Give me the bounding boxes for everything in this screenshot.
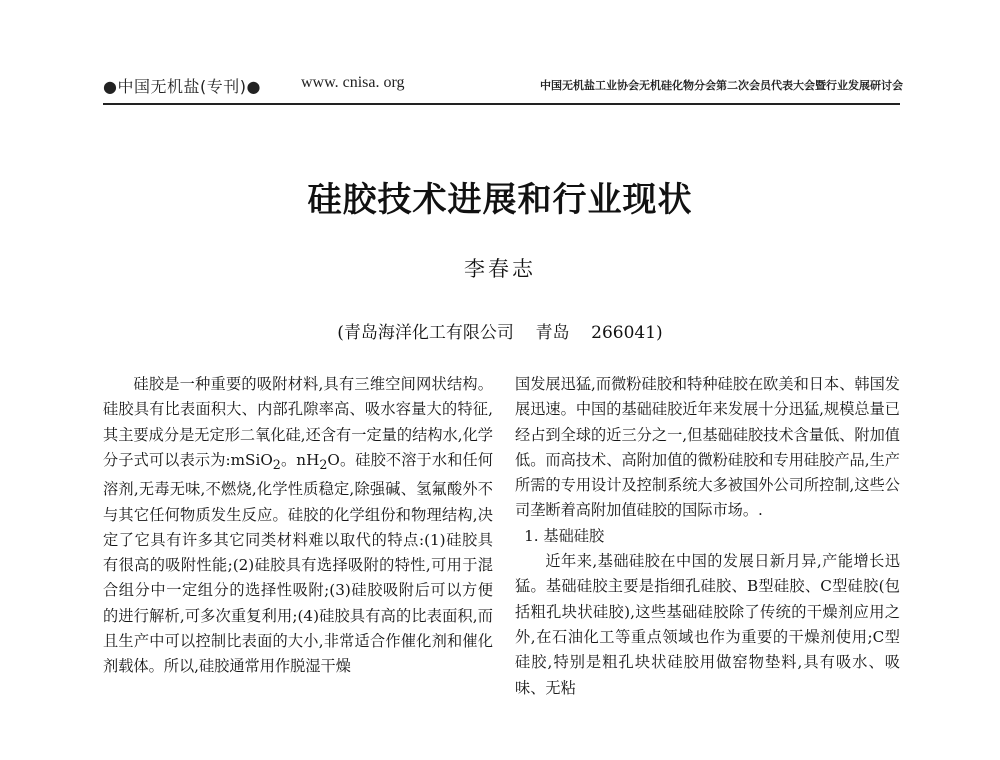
journal-name: ●中国无机盐(专刊)● bbox=[103, 77, 261, 96]
intro-text-2: 。nH bbox=[280, 450, 320, 469]
author-affiliation: (青岛海洋化工有限公司 青岛 266041) bbox=[337, 323, 663, 343]
intro-paragraph bbox=[103, 372, 493, 680]
formula-subscript-1: 2 bbox=[272, 456, 281, 472]
formula-subscript-2: 2 bbox=[319, 456, 328, 472]
article-title: 硅胶技术进展和行业现状 bbox=[307, 180, 693, 220]
section-heading: 1. 基础硅胶 bbox=[524, 526, 605, 545]
intro-text-3: O。硅胶不溶于水和任何溶剂,无毒无味,不燃烧,化学性质稳定,除强碱、氢氟酸外不与其它任何物质发生反应。硅胶的化学组份和物理结构,决定了它具有许多其它同类材料难以取代的特点:(1)硅胶具有很高的吸附性能;(2)硅胶具有选择吸附的特性,可用于混合组分中一定组分的选择性吸附;(3)硅胶吸附后可以方便的进行解析,可多次重复利用;(4)硅胶具有高的比表面积,而且生产中可以控制比表面的大小,非常适合作催化剂和催化剂载体。所以,硅胶通常用作脱湿干燥 bbox=[103, 450, 494, 676]
continued-paragraph: 国发展迅猛,而微粉硅胶和特种硅胶在欧美和日本、韩国发展迅速。中国的基础硅胶近年来发展十分迅猛,规模总量已经占到全球的近三分之一,但基础硅胶技术含量低、附加值低。而高技术、高附加值的微粉硅胶和专用硅胶产品,生产所需的专用设计及控制系统大多被国外公司所控制,这些公司垄断着高附加值硅胶的国际市场。. bbox=[515, 375, 900, 520]
header-divider bbox=[103, 103, 900, 105]
intro-text-1: 硅胶是一种重要的吸附材料,具有三维空间网状结构。硅胶具有比表面积大、内部孔隙率高、吸水容量大的特征,其主要成分是无定形二氧化硅,还含有一定量的结构水,化学分子式可以表示为:mSiO bbox=[103, 375, 493, 469]
conference-name: 中国无机盐工业协会无机硅化物分会第二次会员代表大会暨行业发展研讨会 bbox=[540, 79, 903, 92]
right-column bbox=[515, 372, 900, 701]
running-header bbox=[103, 68, 903, 100]
article-author: 李春志 bbox=[464, 257, 536, 281]
section-paragraph: 近年来,基础硅胶在中国的发展日新月异,产能增长迅猛。基础硅胶主要是指细孔硅胶、B型硅胶、C型硅胶(包括粗孔块状硅胶),这些基础硅胶除了传统的干燥剂应用之外,在石油化工等重点领域也作为重要的干燥剂使用;C型硅胶,特别是粗孔块状硅胶用做窑物垫料,具有吸水、吸味、无粘 bbox=[515, 552, 900, 697]
journal-website: www. cnisa. org bbox=[301, 74, 405, 91]
left-column bbox=[103, 372, 493, 680]
